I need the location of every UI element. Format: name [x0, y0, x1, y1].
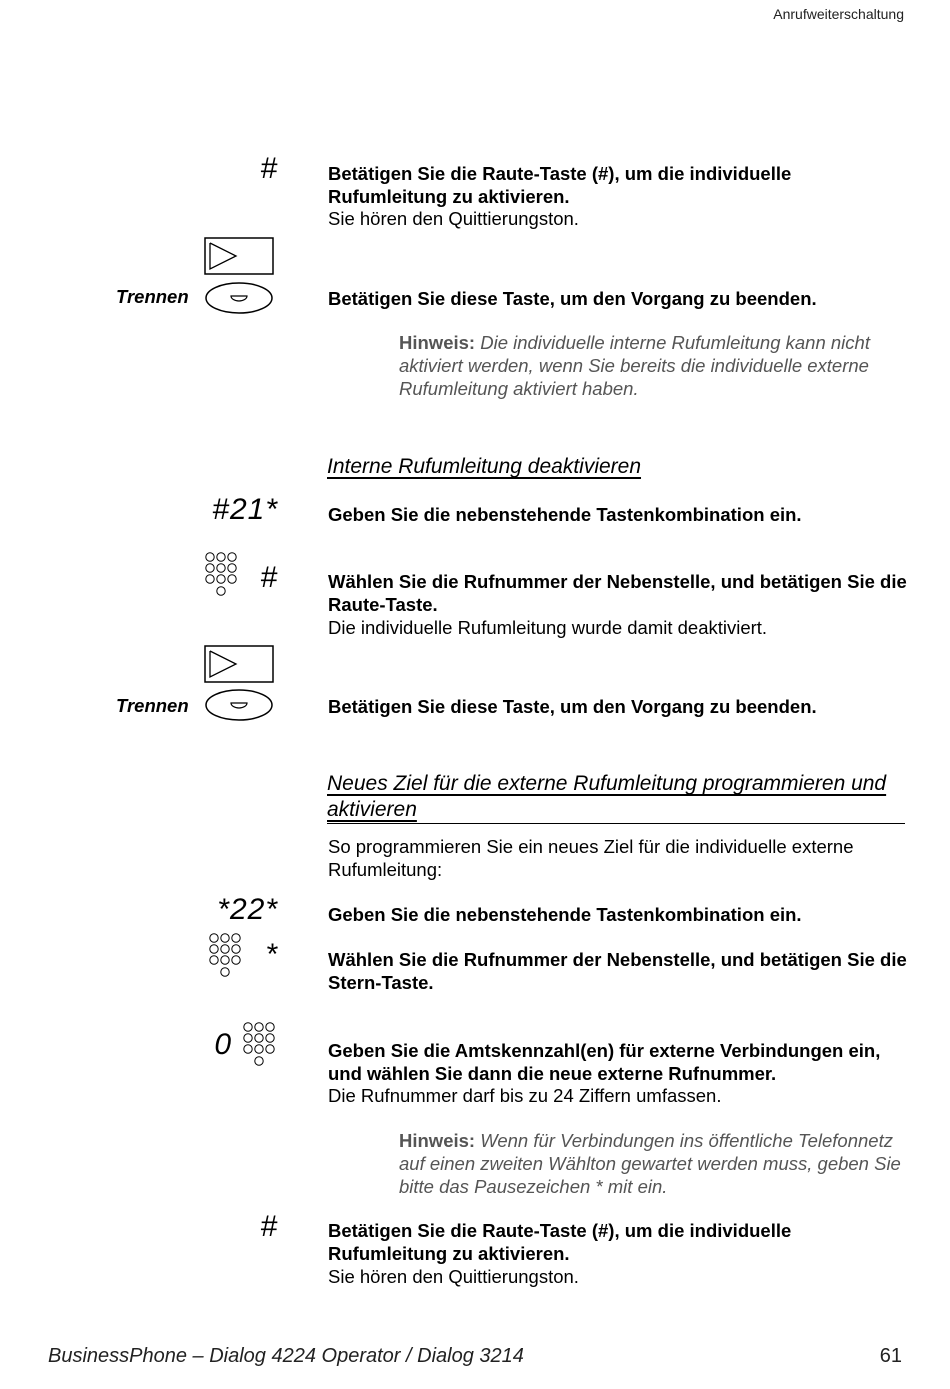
hash-key-symbol: #	[260, 1210, 278, 1243]
display-key-icon	[204, 645, 276, 725]
step-instruction: Betätigen Sie die Raute-Taste (#), um die individuelle Rufumleitung zu aktivieren.	[328, 1220, 792, 1264]
footer-title: BusinessPhone – Dialog 4224 Operator / Dialog 3214	[48, 1345, 524, 1367]
page-number: 61	[879, 1345, 902, 1367]
step-result: Die Rufnummer darf bis zu 24 Ziffern umfassen.	[328, 1085, 722, 1106]
step-instruction: Geben Sie die nebenstehende Tastenkombination ein.	[328, 904, 802, 925]
note-box	[399, 1129, 909, 1198]
section-heading-text: Interne Rufumleitung deaktivieren	[327, 455, 642, 478]
key-combination-symbol: *22*	[217, 893, 278, 926]
trennen-key-label: Trennen	[116, 286, 189, 307]
section-heading	[327, 454, 905, 480]
step-instruction: Geben Sie die Amtskennzahl(en) für externe Verbindungen ein, und wählen Sie dann die neue externe Rufnummer.	[328, 1040, 881, 1084]
key-combination-symbol: #21*	[212, 493, 278, 526]
note-text: Wenn für Verbindungen ins öffentliche Telefonnetz auf einen zweiten Wählton gewartet werden muss, geben Sie bitte das Pausezeichen * mit ein.	[399, 1130, 901, 1197]
keypad-icon	[204, 551, 244, 607]
step-result: Sie hören den Quittierungston.	[328, 1266, 579, 1287]
note-text: Die individuelle interne Rufumleitung kann nicht aktiviert werden, wenn Sie bereits die individuelle externe Rufumleitung aktiviert haben.	[399, 332, 870, 399]
step-instruction: Betätigen Sie diese Taste, um den Vorgang zu beenden.	[328, 288, 817, 309]
section-intro: So programmieren Sie ein neues Ziel für die individuelle externe Rufumleitung:	[328, 836, 854, 880]
zero-key-symbol: 0	[214, 1028, 232, 1061]
section-heading-text: Neues Ziel für die externe Rufumleitung programmieren und aktivieren	[327, 772, 887, 821]
hash-key-symbol: #	[260, 561, 278, 594]
star-key-symbol: *	[265, 938, 278, 971]
step-instruction: Wählen Sie die Rufnummer der Nebenstelle, und betätigen Sie die Raute-Taste.	[328, 571, 907, 615]
step-instruction: Betätigen Sie die Raute-Taste (#), um die individuelle Rufumleitung zu aktivieren.	[328, 163, 792, 207]
step-instruction: Geben Sie die nebenstehende Tastenkombination ein.	[328, 504, 802, 525]
display-key-icon	[204, 237, 276, 317]
keypad-icon	[242, 1021, 282, 1077]
note-box	[399, 331, 909, 400]
section-heading	[327, 771, 905, 824]
step-result: Sie hören den Quittierungston.	[328, 208, 579, 229]
note-label: Hinweis:	[399, 1130, 476, 1151]
running-header: Anrufweiterschaltung	[773, 6, 904, 22]
note-label: Hinweis:	[399, 332, 476, 353]
step-instruction: Betätigen Sie diese Taste, um den Vorgang zu beenden.	[328, 696, 817, 717]
hash-key-symbol: #	[260, 152, 278, 185]
keypad-icon	[208, 932, 248, 988]
trennen-key-label: Trennen	[116, 695, 189, 716]
step-instruction: Wählen Sie die Rufnummer der Nebenstelle, und betätigen Sie die Stern-Taste.	[328, 949, 907, 993]
step-result: Die individuelle Rufumleitung wurde damit deaktiviert.	[328, 617, 768, 638]
